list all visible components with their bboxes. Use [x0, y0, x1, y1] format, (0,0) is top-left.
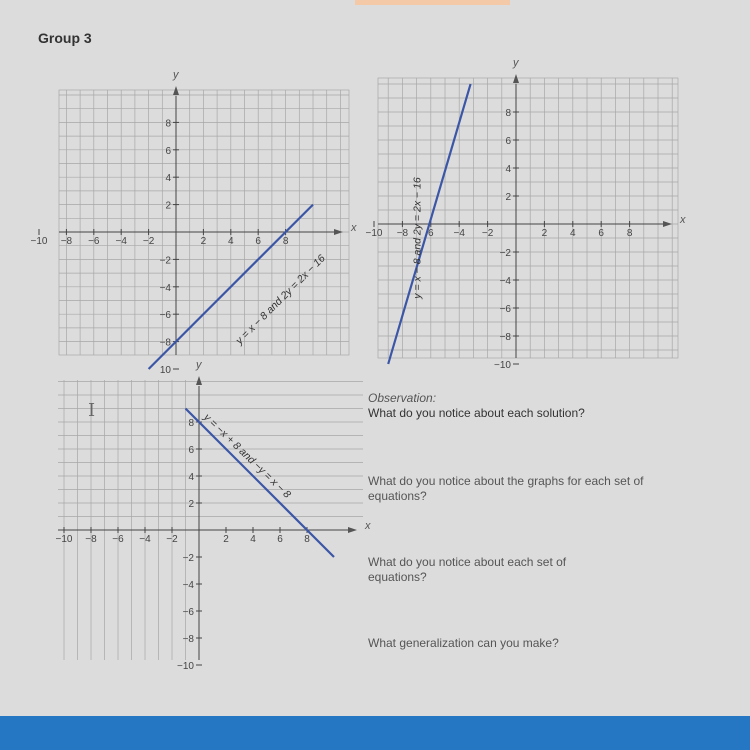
- y-tick-label: 2: [165, 200, 171, 212]
- x-axis-arrow: [348, 527, 357, 533]
- y-tick-label: −8: [159, 337, 171, 349]
- grid: [59, 90, 349, 355]
- y-tick-label: 10: [159, 365, 171, 376]
- tab-strip: [355, 0, 510, 5]
- y-tick-label: −10: [177, 661, 194, 672]
- y-tick-label: −6: [182, 607, 194, 618]
- graph-3: [55, 359, 371, 672]
- y-tick-label: −4: [182, 580, 194, 591]
- x-tick-label: 8: [626, 228, 633, 239]
- y-tick-label: 4: [165, 173, 171, 185]
- x-tick-label: −6: [112, 534, 124, 545]
- x-tick-label: 2: [541, 228, 548, 239]
- x-tick-label: −2: [166, 534, 178, 545]
- y-tick-label: −4: [159, 282, 171, 294]
- x-tick-label: −6: [88, 236, 100, 247]
- x-tick-label: −8: [396, 228, 409, 239]
- graph-2: [365, 57, 686, 371]
- y-tick-label: −8: [499, 332, 511, 343]
- y-tick-label: 8: [505, 108, 511, 119]
- x-tick-label: 6: [598, 228, 604, 239]
- x-tick-label: −8: [85, 534, 97, 545]
- x-tick-label: 8: [282, 236, 289, 247]
- y-axis-label: y: [173, 69, 179, 81]
- y-tick-label: −2: [159, 255, 171, 267]
- y-tick-label: 4: [188, 472, 194, 483]
- x-tick-label: −4: [139, 534, 151, 545]
- x-tick-label: 4: [228, 236, 234, 247]
- y-tick-label: −2: [499, 248, 511, 259]
- y-tick-label: −2: [182, 553, 194, 564]
- y-axis-arrow: [196, 376, 202, 385]
- x-tick-label: 4: [250, 534, 256, 545]
- y-axis-label: y: [196, 359, 202, 371]
- x-tick-label: 2: [223, 534, 229, 545]
- y-tick-label: 6: [505, 136, 511, 147]
- y-tick-label: 8: [188, 418, 194, 429]
- y-tick-label: 6: [188, 445, 194, 456]
- x-tick-label: −10: [365, 228, 383, 239]
- x-tick-label: 2: [200, 236, 207, 247]
- question-3: What do you notice about each set of equations?: [368, 555, 567, 584]
- y-axis-label: y: [513, 57, 519, 69]
- series-line: [186, 409, 335, 558]
- x-tick-label: −2: [142, 236, 155, 247]
- y-axis-arrow: [173, 86, 179, 95]
- observation-label: Observation:: [368, 391, 437, 405]
- y-tick-label: −6: [499, 304, 511, 315]
- x-tick-label: −4: [115, 236, 127, 247]
- x-axis-arrow: [663, 221, 672, 227]
- y-tick-label: −10: [494, 360, 511, 371]
- grid-border: [59, 90, 349, 355]
- y-axis-arrow: [513, 74, 519, 83]
- line-equation-label: y = −x + 8 and −y = x − 8: [201, 411, 294, 501]
- x-axis-label: x: [680, 214, 686, 226]
- graph-1: [30, 69, 357, 376]
- y-tick-label: −8: [182, 634, 194, 645]
- y-tick-label: 2: [188, 499, 194, 510]
- y-tick-label: 4: [505, 164, 511, 175]
- y-tick-label: 2: [505, 192, 511, 203]
- x-tick-label: 6: [277, 534, 283, 545]
- question-4: What generalization can you make?: [368, 636, 559, 650]
- plot-area: [39, 86, 349, 369]
- y-tick-label: −4: [499, 276, 511, 287]
- text-cursor-icon: I: [88, 400, 96, 421]
- x-axis-label: x: [365, 520, 371, 532]
- y-tick-label: 8: [165, 118, 171, 130]
- y-tick-label: 6: [165, 145, 171, 157]
- y-tick-label: −6: [159, 310, 171, 322]
- question-2: What do you notice about the graphs for each set of equations?: [368, 474, 644, 503]
- x-axis-arrow: [334, 229, 343, 235]
- x-tick-label: −2: [481, 228, 494, 239]
- x-tick-label: −10: [30, 236, 48, 247]
- page-title: Group 3: [38, 30, 92, 46]
- line-equation-label: y = x − 8 and 2y = 2x − 16: [233, 252, 328, 347]
- x-tick-label: 6: [428, 228, 434, 239]
- question-1: What do you notice about each solution?: [368, 406, 585, 420]
- line-equation-label: y = x − 8 and 2y = 2x − 16: [411, 177, 424, 299]
- x-tick-label: 8: [304, 534, 310, 545]
- bottom-bar: [0, 716, 750, 750]
- x-tick-label: −8: [60, 236, 73, 247]
- x-tick-label: −10: [55, 534, 73, 545]
- x-tick-label: 4: [570, 228, 576, 239]
- x-tick-label: 6: [255, 236, 261, 247]
- x-axis-label: x: [351, 222, 357, 234]
- x-tick-label: −4: [453, 228, 465, 239]
- observation-block: [368, 391, 668, 421]
